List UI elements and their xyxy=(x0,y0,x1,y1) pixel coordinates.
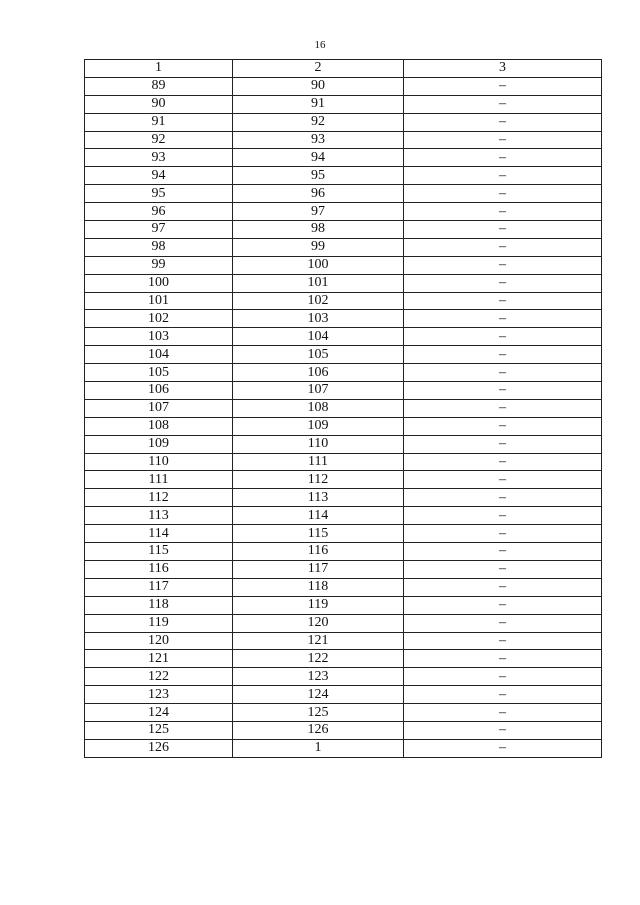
table-body xyxy=(85,77,602,757)
table-cell-col-2: 118 xyxy=(233,578,404,596)
table-row xyxy=(85,292,602,310)
table-cell-col-1: 105 xyxy=(85,364,233,382)
table-cell-col-3: – xyxy=(404,543,602,561)
table-cell-col-3: – xyxy=(404,525,602,543)
table-cell-col-1: 95 xyxy=(85,185,233,203)
table-cell-col-1: 121 xyxy=(85,650,233,668)
page-number: 16 xyxy=(314,39,326,51)
table-row xyxy=(85,95,602,113)
data-table xyxy=(84,59,602,758)
table-cell-col-2: 94 xyxy=(233,149,404,167)
table-row xyxy=(85,328,602,346)
table-cell-col-2: 121 xyxy=(233,632,404,650)
table-cell-col-1: 104 xyxy=(85,346,233,364)
table-cell-col-3: – xyxy=(404,596,602,614)
table-row xyxy=(85,256,602,274)
column-header-1: 1 xyxy=(85,60,233,78)
table-cell-col-2: 117 xyxy=(233,560,404,578)
table-cell-col-1: 118 xyxy=(85,596,233,614)
table-cell-col-1: 101 xyxy=(85,292,233,310)
table-row xyxy=(85,704,602,722)
table-cell-col-2: 98 xyxy=(233,221,404,239)
table-cell-col-1: 99 xyxy=(85,256,233,274)
table-cell-col-3: – xyxy=(404,328,602,346)
table-cell-col-3: – xyxy=(404,221,602,239)
table-cell-col-2: 102 xyxy=(233,292,404,310)
table-cell-col-3: – xyxy=(404,435,602,453)
table-cell-col-2: 91 xyxy=(233,95,404,113)
table-cell-col-2: 112 xyxy=(233,471,404,489)
table-row xyxy=(85,364,602,382)
table-cell-col-3: – xyxy=(404,238,602,256)
table-cell-col-2: 90 xyxy=(233,77,404,95)
table-cell-col-3: – xyxy=(404,453,602,471)
table-row xyxy=(85,507,602,525)
table-cell-col-3: – xyxy=(404,167,602,185)
table-cell-col-2: 99 xyxy=(233,238,404,256)
table-cell-col-2: 97 xyxy=(233,203,404,221)
table-cell-col-1: 125 xyxy=(85,721,233,739)
table-row xyxy=(85,417,602,435)
table-cell-col-2: 111 xyxy=(233,453,404,471)
table-cell-col-3: – xyxy=(404,704,602,722)
table-cell-col-2: 116 xyxy=(233,543,404,561)
table-cell-col-3: – xyxy=(404,77,602,95)
table-cell-col-1: 91 xyxy=(85,113,233,131)
table-cell-col-2: 126 xyxy=(233,721,404,739)
table-row xyxy=(85,382,602,400)
table-row xyxy=(85,203,602,221)
table-row xyxy=(85,560,602,578)
table-cell-col-2: 105 xyxy=(233,346,404,364)
table-cell-col-3: – xyxy=(404,113,602,131)
table-cell-col-2: 103 xyxy=(233,310,404,328)
table-cell-col-2: 106 xyxy=(233,364,404,382)
table-cell-col-1: 116 xyxy=(85,560,233,578)
table-cell-col-1: 126 xyxy=(85,739,233,757)
table-cell-col-2: 110 xyxy=(233,435,404,453)
table-cell-col-2: 115 xyxy=(233,525,404,543)
table-cell-col-1: 89 xyxy=(85,77,233,95)
table-cell-col-1: 113 xyxy=(85,507,233,525)
table-cell-col-1: 119 xyxy=(85,614,233,632)
table-cell-col-1: 106 xyxy=(85,382,233,400)
table-cell-col-3: – xyxy=(404,364,602,382)
table-cell-col-3: – xyxy=(404,578,602,596)
table-cell-col-2: 100 xyxy=(233,256,404,274)
table-row xyxy=(85,453,602,471)
table-cell-col-3: – xyxy=(404,256,602,274)
table-row xyxy=(85,543,602,561)
table-row xyxy=(85,149,602,167)
table-row xyxy=(85,274,602,292)
table-cell-col-1: 114 xyxy=(85,525,233,543)
table-cell-col-2: 108 xyxy=(233,399,404,417)
table-row xyxy=(85,721,602,739)
table-row xyxy=(85,471,602,489)
table-cell-col-2: 104 xyxy=(233,328,404,346)
table-cell-col-3: – xyxy=(404,686,602,704)
table-cell-col-1: 115 xyxy=(85,543,233,561)
table-row xyxy=(85,238,602,256)
table-row xyxy=(85,221,602,239)
table-cell-col-2: 95 xyxy=(233,167,404,185)
table-cell-col-3: – xyxy=(404,203,602,221)
table-cell-col-1: 108 xyxy=(85,417,233,435)
table-row xyxy=(85,167,602,185)
table-row xyxy=(85,185,602,203)
table-cell-col-3: – xyxy=(404,346,602,364)
table-header xyxy=(85,60,602,78)
table-row xyxy=(85,578,602,596)
table-cell-col-1: 124 xyxy=(85,704,233,722)
table-row xyxy=(85,686,602,704)
table-row xyxy=(85,489,602,507)
table-cell-col-2: 92 xyxy=(233,113,404,131)
column-header-3: 3 xyxy=(404,60,602,78)
table-cell-col-2: 107 xyxy=(233,382,404,400)
table-cell-col-3: – xyxy=(404,310,602,328)
table-cell-col-3: – xyxy=(404,131,602,149)
table-cell-col-3: – xyxy=(404,417,602,435)
table-cell-col-3: – xyxy=(404,185,602,203)
table-cell-col-3: – xyxy=(404,489,602,507)
table-cell-col-3: – xyxy=(404,650,602,668)
table-cell-col-2: 120 xyxy=(233,614,404,632)
table-cell-col-2: 125 xyxy=(233,704,404,722)
table-row xyxy=(85,739,602,757)
table-row xyxy=(85,113,602,131)
table-cell-col-2: 122 xyxy=(233,650,404,668)
table-row xyxy=(85,131,602,149)
table-cell-col-3: – xyxy=(404,399,602,417)
table-cell-col-1: 117 xyxy=(85,578,233,596)
table-cell-col-2: 1 xyxy=(233,739,404,757)
table-cell-col-3: – xyxy=(404,507,602,525)
table-row xyxy=(85,399,602,417)
table-cell-col-1: 94 xyxy=(85,167,233,185)
table-row xyxy=(85,346,602,364)
table-cell-col-1: 93 xyxy=(85,149,233,167)
table-cell-col-3: – xyxy=(404,292,602,310)
table-cell-col-2: 113 xyxy=(233,489,404,507)
table-row xyxy=(85,525,602,543)
table-row xyxy=(85,435,602,453)
table-cell-col-3: – xyxy=(404,614,602,632)
table-cell-col-2: 96 xyxy=(233,185,404,203)
table-row xyxy=(85,77,602,95)
table-cell-col-1: 92 xyxy=(85,131,233,149)
table-row xyxy=(85,614,602,632)
table-cell-col-2: 101 xyxy=(233,274,404,292)
table-cell-col-3: – xyxy=(404,382,602,400)
table-header-row xyxy=(85,60,602,78)
table-cell-col-1: 112 xyxy=(85,489,233,507)
table-row xyxy=(85,668,602,686)
table-cell-col-1: 122 xyxy=(85,668,233,686)
table-cell-col-1: 123 xyxy=(85,686,233,704)
table-row xyxy=(85,632,602,650)
table-cell-col-1: 120 xyxy=(85,632,233,650)
table-cell-col-3: – xyxy=(404,274,602,292)
table-cell-col-1: 98 xyxy=(85,238,233,256)
table-cell-col-1: 111 xyxy=(85,471,233,489)
table-cell-col-2: 124 xyxy=(233,686,404,704)
table-cell-col-3: – xyxy=(404,668,602,686)
table-cell-col-2: 109 xyxy=(233,417,404,435)
table-cell-col-1: 103 xyxy=(85,328,233,346)
table-cell-col-1: 96 xyxy=(85,203,233,221)
table-cell-col-1: 90 xyxy=(85,95,233,113)
table-cell-col-1: 109 xyxy=(85,435,233,453)
table-cell-col-3: – xyxy=(404,471,602,489)
table-row xyxy=(85,310,602,328)
table-row xyxy=(85,650,602,668)
table-cell-col-1: 110 xyxy=(85,453,233,471)
table-cell-col-3: – xyxy=(404,149,602,167)
table-cell-col-1: 97 xyxy=(85,221,233,239)
table-cell-col-3: – xyxy=(404,721,602,739)
table-cell-col-2: 114 xyxy=(233,507,404,525)
table-cell-col-3: – xyxy=(404,632,602,650)
table-cell-col-1: 100 xyxy=(85,274,233,292)
table-cell-col-3: – xyxy=(404,739,602,757)
table-cell-col-2: 93 xyxy=(233,131,404,149)
table-cell-col-2: 119 xyxy=(233,596,404,614)
table-cell-col-3: – xyxy=(404,95,602,113)
table-row xyxy=(85,596,602,614)
table-cell-col-3: – xyxy=(404,560,602,578)
table-cell-col-1: 102 xyxy=(85,310,233,328)
table-cell-col-1: 107 xyxy=(85,399,233,417)
table-cell-col-2: 123 xyxy=(233,668,404,686)
column-header-2: 2 xyxy=(233,60,404,78)
